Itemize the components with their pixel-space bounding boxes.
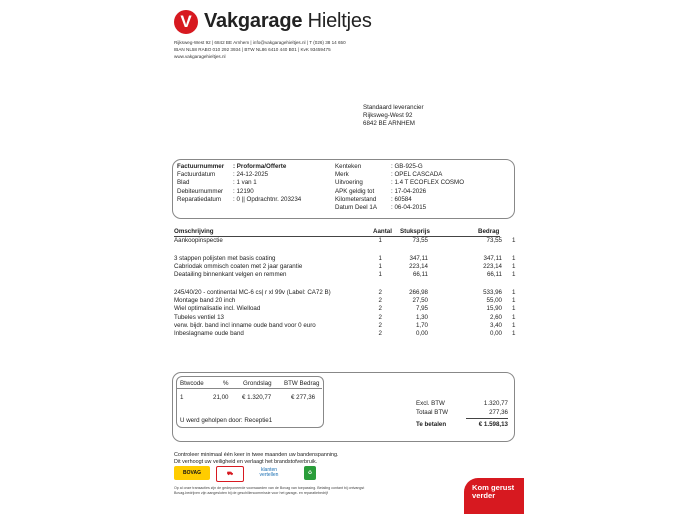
vat-row-code: 1: [180, 394, 184, 401]
invoice-line-row: [174, 237, 524, 245]
line-desc: Wiel optimalisatie incl. Wielload: [174, 305, 261, 312]
veh-row: [335, 179, 464, 187]
cta-line-2: verder: [472, 491, 496, 500]
totals-label: Totaal BTW: [416, 409, 448, 416]
veh-value: : OPEL CASCADA: [391, 171, 443, 179]
line-desc: verw. bijdr. band incl inname oude band voor 0 euro: [174, 322, 316, 329]
line-price: 73,55: [412, 237, 428, 244]
vehicle-details: [335, 163, 464, 212]
inv-label: Factuurnummer: [177, 163, 225, 170]
recipient-street: Rijksweg-West 92: [363, 112, 413, 119]
veh-row: [335, 188, 464, 196]
line-qty: 2: [378, 305, 382, 312]
line-qty: 1: [378, 263, 382, 270]
inv-row: [177, 196, 301, 204]
klanten-vertellen-logo: klanten vertellen: [252, 466, 286, 480]
line-qty: 2: [378, 322, 382, 329]
line-amount: 55,00: [486, 297, 502, 304]
veh-row: [335, 171, 464, 179]
inv-value: : 12190: [233, 187, 254, 195]
inv-value: : Proforma/Offerte: [233, 163, 287, 170]
invoice-left-details: [177, 163, 301, 204]
line-qty: 1: [378, 271, 382, 278]
header-desc: Omschrijving: [174, 228, 214, 235]
inv-label: Debiteurnummer: [177, 187, 224, 195]
line-price: 27,50: [412, 297, 428, 304]
invoice-line-row: [174, 263, 524, 271]
inv-row: [177, 163, 301, 171]
veh-label: Uitvoering: [335, 179, 363, 187]
veh-value: : 60584: [391, 195, 412, 203]
recipient-address: [363, 104, 424, 128]
vat-row-vat: € 277,36: [291, 394, 316, 401]
line-amount: 347,11: [483, 255, 502, 262]
line-amount: 0,00: [489, 330, 502, 337]
veh-value: : 06-04-2015: [391, 203, 427, 211]
company-name-bold: Vakgarage: [204, 10, 303, 32]
line-price: 66,11: [412, 271, 428, 278]
line-qty: 2: [378, 297, 382, 304]
line-desc: Cabriodak ommisch coaten met 2 jaar garantie: [174, 263, 303, 270]
line-amount: 2,60: [489, 314, 502, 321]
totals-value: 1.320,77: [483, 400, 508, 407]
invoice-line-row: [174, 305, 524, 313]
inv-label: Factuurdatum: [177, 171, 216, 179]
line-qty: 1: [378, 255, 382, 262]
line-qty: 2: [378, 314, 382, 321]
line-vat-code: 1: [512, 305, 516, 312]
vat-row-base: € 1.320,77: [242, 394, 272, 401]
invoice-line-row: [174, 330, 524, 338]
header-price: Stuksprijs: [400, 228, 430, 235]
line-price: 347,11: [409, 255, 428, 262]
line-desc: Montage band 20 inch: [174, 297, 236, 304]
totals-label: Excl. BTW: [416, 400, 445, 407]
helped-by: U werd geholpen door: Receptie1: [180, 417, 273, 424]
line-vat-code: 1: [512, 297, 516, 304]
inv-label: Reparatiedatum: [177, 195, 222, 203]
company-name: [204, 10, 372, 33]
line-desc: Tubeles ventiel 13: [174, 314, 224, 321]
recipient-name: Standaard leverancier: [363, 104, 424, 111]
line-amount: 73,55: [486, 237, 502, 244]
line-price: 7,95: [415, 305, 428, 312]
veh-value: : GB-925-G: [391, 163, 423, 170]
eco-logo-icon: ♻: [304, 466, 316, 480]
company-bank-line: IBAN NL58 RABO 010 292 3934 | BTW NL86 6410 440 B01 | KvK 93459475: [174, 47, 331, 52]
invoice-line-row: [174, 314, 524, 322]
invoice-line-row: [174, 322, 524, 330]
line-desc: Inbeslagname oude band: [174, 330, 244, 337]
totals-divider: [466, 418, 508, 419]
veh-row: [335, 204, 464, 212]
invoice-line-row: [174, 289, 524, 297]
veh-value: : 1.4 T ECOFLEX COSMO: [391, 179, 465, 187]
line-amount: 533,96: [483, 289, 502, 296]
inv-row: [177, 171, 301, 179]
line-vat-code: 1: [512, 255, 516, 262]
terms-line-2: Bovag-bedrijven zijn aangesloten bij de geschillencommissie voor het garage- en reparatiebedrijf: [174, 491, 328, 495]
terms-line-1: Op al onze transacties zijn de gedeponeerde voorwaarden van de Bovag van toepassing. Betaling contant bij ontvangst: [174, 486, 365, 490]
lines-header-divider: [174, 236, 500, 237]
vat-header-base: Grondslag: [243, 380, 272, 387]
veh-label: APK geldig tot: [335, 187, 375, 195]
invoice-line-row: [174, 271, 524, 279]
veh-value: : 17-04-2026: [391, 187, 427, 195]
line-amount: 223,14: [483, 263, 502, 270]
line-desc: 245/40/20 - continental MC-6 cs| r xl 99v (Label: CA72 B): [174, 289, 331, 296]
line-desc: 3 stappen polijsten met basis coating: [174, 255, 276, 262]
inv-value: : 1 van 1: [233, 179, 257, 187]
footer-tip-2: Dit verhoogt uw veiligheid en verlaagt het brandstofverbruik.: [174, 459, 318, 465]
totals-label: Te betalen: [416, 421, 447, 428]
line-price: 1,30: [415, 314, 428, 321]
invoice-line-row: [174, 255, 524, 263]
inv-row: [177, 179, 301, 187]
veh-label: Kilometerstand: [335, 195, 377, 203]
company-name-light: Hieltjes: [307, 10, 372, 32]
inv-value: : 24-12-2025: [233, 171, 269, 179]
inv-value: : 0 || Opdrachtnr. 203234: [233, 195, 302, 203]
veh-row: [335, 196, 464, 204]
veh-label: Merk: [335, 171, 349, 179]
vat-header-code: Btwcode: [180, 380, 204, 387]
line-vat-code: 1: [512, 289, 516, 296]
line-price: 0,00: [415, 330, 428, 337]
invoice-line-row: [174, 297, 524, 305]
vat-row-pct: 21,00: [213, 394, 229, 401]
header-qty: Aantal: [373, 228, 392, 235]
inv-row: [177, 188, 301, 196]
partner-logo: ⛟: [216, 466, 244, 482]
line-desc: Aankoopinspectie: [174, 237, 223, 244]
line-price: 1,70: [415, 322, 428, 329]
vat-header-pct: %: [223, 380, 229, 387]
kom-gerust-verder-banner: [464, 478, 524, 514]
line-amount: 15,90: [486, 305, 502, 312]
company-address-line: Rijksweg-West 92 | 6842 BE Arnhem | info@vakgaragehieltjes.nl | T (026) 38 14 650: [174, 40, 346, 45]
line-desc: Deatailing binnenkant velgen en remmen: [174, 271, 287, 278]
vat-header-vat: BTW Bedrag: [284, 380, 320, 387]
line-qty: 1: [378, 237, 382, 244]
line-vat-code: 1: [512, 322, 516, 329]
line-qty: 2: [378, 330, 382, 337]
cta-line-1: Kom gerust: [472, 483, 515, 492]
line-price: 266,98: [409, 289, 428, 296]
line-amount: 66,11: [486, 271, 502, 278]
recipient-city: 6842 BE ARNHEM: [363, 120, 415, 127]
vat-header-divider: [176, 388, 322, 389]
vakgarage-logo-icon: V: [174, 10, 198, 34]
invoice-page: [158, 0, 524, 514]
line-vat-code: 1: [512, 271, 516, 278]
line-vat-code: 1: [512, 330, 516, 337]
line-vat-code: 1: [512, 237, 516, 244]
totals-value: € 1.598,13: [478, 421, 508, 428]
line-qty: 2: [378, 289, 382, 296]
line-vat-code: 1: [512, 263, 516, 270]
veh-label: Datum Deel 1A: [335, 203, 377, 211]
inv-label: Blad: [177, 179, 190, 187]
veh-row: [335, 163, 464, 171]
line-vat-code: 1: [512, 314, 516, 321]
line-price: 223,14: [409, 263, 428, 270]
veh-label: Kenteken: [335, 163, 362, 170]
line-amount: 3,40: [489, 322, 502, 329]
company-website[interactable]: www.vakgaragehieltjes.nl: [174, 54, 226, 59]
footer-tip-1: Controleer minimaal één keer in twee maanden uw bandenspanning.: [174, 452, 339, 458]
header-amount: Bedrag: [478, 228, 500, 235]
bovag-logo: BOVAG: [174, 466, 210, 480]
totals-value: 277,36: [489, 409, 508, 416]
